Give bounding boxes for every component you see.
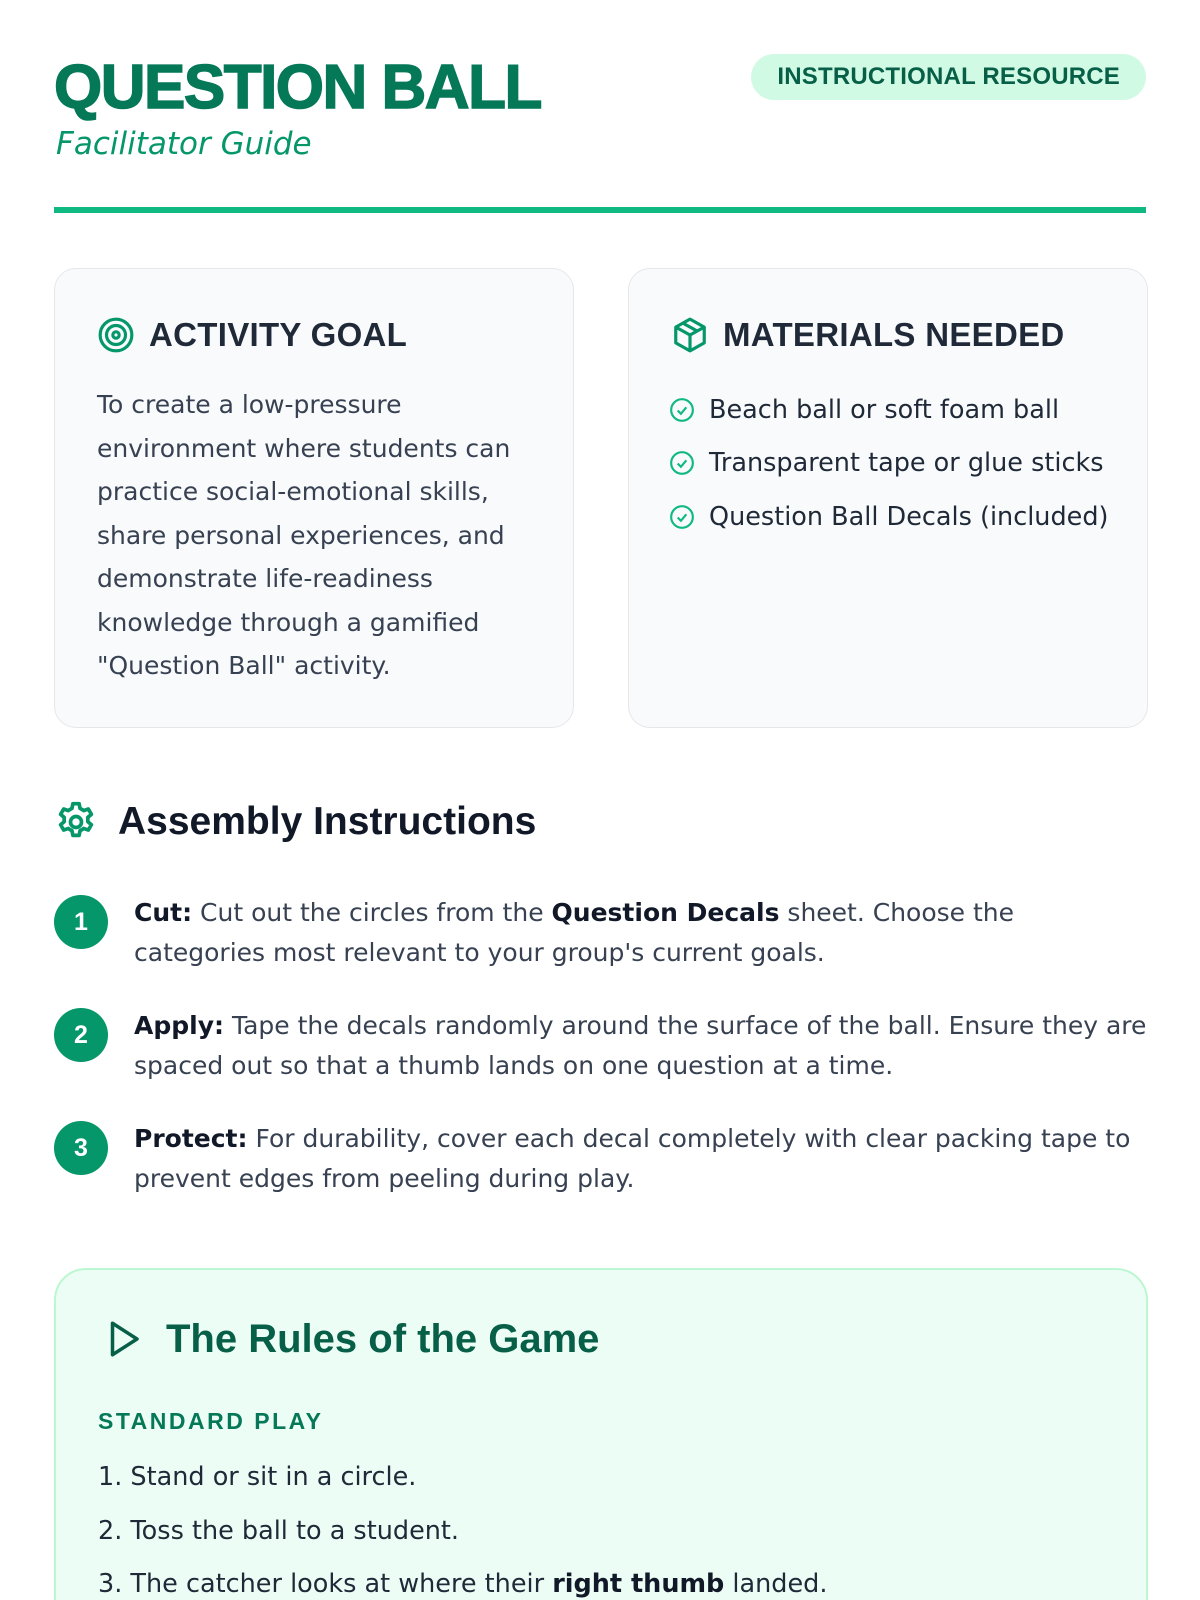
materials-card: [628, 268, 1148, 728]
list-item: [669, 383, 1108, 437]
rule-emphasis: right thumb: [552, 1569, 725, 1599]
rules-panel: [54, 1268, 1148, 1600]
material-label: Beach ball or soft foam ball: [709, 394, 1060, 425]
list-item: [669, 490, 1108, 544]
info-cards: [54, 268, 1148, 728]
step-emphasis: Question Decals: [551, 898, 780, 927]
material-label: Transparent tape or glue sticks: [709, 448, 1104, 479]
step-number: 3: [54, 1121, 108, 1175]
rule-text: 1. Stand or sit in a circle.: [98, 1462, 417, 1492]
step-text: [134, 1119, 1152, 1199]
document-title: QUESTION BALL: [54, 53, 541, 122]
materials-title: MATERIALS NEEDED: [723, 316, 1065, 353]
document-header: [54, 0, 1146, 213]
step-text: [134, 1006, 1152, 1086]
activity-goal-card: [54, 268, 574, 728]
document-subtitle: Facilitator Guide: [56, 126, 312, 162]
rules-subtitle: STANDARD PLAY: [98, 1408, 324, 1434]
rules-header: [102, 1312, 599, 1366]
assembly-header: [54, 796, 536, 848]
step-label: Apply:: [134, 1011, 225, 1040]
resource-badge: INSTRUCTIONAL RESOURCE: [751, 54, 1146, 100]
step-text-part: sheet. Choose the categories most relevant to your group's current goals.: [134, 898, 1015, 967]
step-text-part: For durability, cover each decal completely with clear packing tape to prevent edges from peeling during play.: [134, 1124, 1131, 1193]
target-icon: [97, 316, 135, 354]
gear-icon: [54, 800, 98, 844]
rule-text: landed.: [724, 1569, 828, 1599]
activity-goal-text: To create a low-pressure environment where students can practice social-emotional skills, share personal experiences, and demonstrate life-readiness knowledge through a gamified "Question Ball" activity.: [97, 390, 511, 680]
list-item: [98, 1454, 827, 1508]
activity-goal-title: ACTIVITY GOAL: [149, 316, 408, 353]
play-icon: [102, 1318, 144, 1360]
rule-text: 2. Toss the ball to a student.: [98, 1515, 460, 1546]
rules-title: The Rules of the Game: [166, 1316, 600, 1361]
box-icon: [671, 316, 709, 354]
step-label: Protect:: [134, 1124, 248, 1153]
rule-text: 3. The catcher looks at where their: [98, 1569, 553, 1599]
list-item: [669, 437, 1108, 491]
step-number: 1: [54, 895, 108, 949]
list-item: [98, 1508, 827, 1562]
material-label: Question Ball Decals (included): [709, 501, 1109, 532]
step-text-part: Tape the decals randomly around the surface of the ball. Ensure they are spaced out so that a thumb lands on one question at a time.: [134, 1011, 1147, 1080]
check-circle-icon: [669, 450, 695, 476]
step-number: 2: [54, 1008, 108, 1062]
step-label: Cut:: [134, 898, 193, 927]
activity-goal-header: [97, 313, 407, 357]
materials-header: [671, 313, 1065, 357]
check-circle-icon: [669, 397, 695, 423]
list-item: [98, 1561, 827, 1600]
materials-list: [669, 383, 1108, 544]
step-text-part: Cut out the circles from the: [192, 898, 552, 927]
check-circle-icon: [669, 504, 695, 530]
step-text: [134, 893, 1152, 973]
rules-list: [98, 1454, 827, 1600]
assembly-title: Assembly Instructions: [118, 800, 537, 843]
